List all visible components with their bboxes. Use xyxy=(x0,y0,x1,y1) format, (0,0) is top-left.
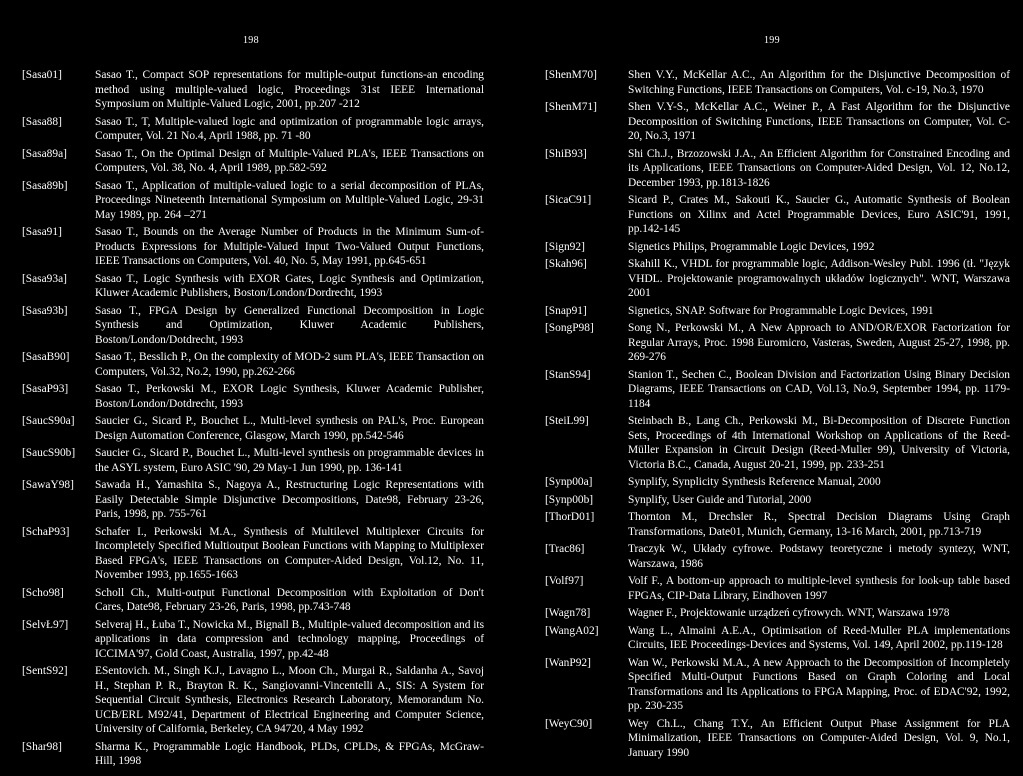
reference-text: Skahill K., VHDL for programmable logic, Addison-Wesley Publ. 1996 (tł. "Język VHDL. Projektowanie programowalnych układów logicznych". WNT, Warszawa 2001 xyxy=(628,258,1010,299)
reference-tag: [Sasa93b] xyxy=(22,304,68,317)
reference-tag: [Sasa89b] xyxy=(22,179,68,192)
reference-entry xyxy=(545,100,1010,144)
reference-entry xyxy=(545,240,1010,255)
reference-text: Wagner F., Projektowanie urządzeń cyfrowych. WNT, Warszawa 1978 xyxy=(628,607,950,619)
reference-entry xyxy=(22,525,484,583)
reference-entry xyxy=(545,493,1010,508)
reference-entry xyxy=(545,414,1010,472)
reference-tag: [WeyC90] xyxy=(545,717,593,730)
reference-tag: [SasaP93] xyxy=(22,383,69,395)
reference-tag: [Sasa91] xyxy=(22,226,62,238)
reference-entry xyxy=(545,606,1010,621)
reference-entry xyxy=(545,656,1010,714)
reference-tag: [Volf97] xyxy=(545,575,584,587)
reference-tag: [Synp00b] xyxy=(545,493,594,506)
reference-text: Traczyk W., Układy cyfrowe. Podstawy teoretyczne i metody syntezy, WNT, Warszawa, 1986 xyxy=(628,543,1010,570)
reference-entry xyxy=(22,478,484,522)
reference-tag: [Synp00a] xyxy=(545,476,593,488)
reference-entry xyxy=(545,321,1010,365)
reference-entry xyxy=(22,350,484,379)
reference-tag: [WangA02] xyxy=(545,624,599,637)
reference-text: Synplify, User Guide and Tutorial, 2000 xyxy=(628,493,812,506)
reference-entry xyxy=(22,586,484,615)
reference-tag: [WanP92] xyxy=(545,656,591,669)
reference-entry xyxy=(545,624,1010,653)
reference-entry xyxy=(22,147,484,176)
reference-text: Sasao T., Logic Synthesis with EXOR Gates, Logic Synthesis and Optimization, Kluwer Academic Publishers, Boston/London/Dordrecht, 1993 xyxy=(95,272,484,299)
reference-tag: [ShiB93] xyxy=(545,147,587,160)
reference-tag: [Scho98] xyxy=(22,586,64,599)
reference-text: Sasao T., T, Multiple-valued logic and optimization of programmable logic arrays, Computer, Vol. 21 No.4, April 1988, pp. 71 -80 xyxy=(95,115,484,142)
reference-text: Sicard P., Crates M., Sakouti K., Saucier G., Automatic Synthesis of Boolean Functions on Xilinx and Actel Programmable Devices, Euro ASIC'91, 1991, pp.142-145 xyxy=(628,194,1010,235)
reference-entry xyxy=(545,510,1010,539)
reference-text: Signetics Philips, Programmable Logic Devices, 1992 xyxy=(628,240,875,253)
reference-entry xyxy=(545,68,1010,97)
reference-entry xyxy=(22,115,484,144)
reference-text: Volf F., A bottom-up approach to multiple-level synthesis for look-up table based FPGAs, CIP-Data Library, Eindhoven 1997 xyxy=(628,575,1010,602)
reference-tag: [SongP98] xyxy=(545,322,594,334)
reference-entry xyxy=(545,542,1010,571)
reference-tag: [ThorD01] xyxy=(545,511,595,523)
reference-tag: [SelvŁ97] xyxy=(22,618,69,631)
reference-text: Scholl Ch., Multi-output Functional Decomposition with Exploitation of Don't Cares, Date98, February 23-26, Paris, 1998, pp.743-748 xyxy=(95,586,484,613)
reference-entry xyxy=(22,414,484,443)
reference-entry xyxy=(22,446,484,475)
reference-tag: [Sasa88] xyxy=(22,115,62,128)
reference-text: Sasao T., Perkowski M., EXOR Logic Synthesis, Kluwer Academic Publisher, Boston/London/Dotdrecht, 1993 xyxy=(95,383,484,410)
reference-entry xyxy=(22,179,484,223)
page-number: 199 xyxy=(764,35,780,46)
reference-tag: [Shar98] xyxy=(22,740,62,753)
reference-tag: [StanS94] xyxy=(545,368,591,381)
reference-text: Schafer I., Perkowski M.A., Synthesis of Multilevel Multiplexer Circuits for Incompletely Specified Multioutput Boolean Functions with Mapping to Multiplexer Based FPGA's, IEEE Transactions on Computer-Aided Design, Vol.12, No. 11, November 1993, pp.1655-1663 xyxy=(95,525,484,581)
reference-text: Steinbach B., Lang Ch., Perkowski M., Bi-Decomposition of Discrete Function Sets, Proceedings of 4th International Workshop on Applications of the Reed-Müller Expansion in Circuit Design (Reed-Muller 99), University of Victoria, Victoria B.C., Canada, August 20-21, 1999, pp. 233-251 xyxy=(628,415,1010,471)
reference-tag: [SaucS90b] xyxy=(22,447,76,459)
reference-tag: [Sasa89a] xyxy=(22,147,67,160)
right-page xyxy=(512,0,1023,776)
reference-tag: [SaucS90a] xyxy=(22,415,75,427)
page-number: 198 xyxy=(243,35,259,46)
reference-tag: [Skah96] xyxy=(545,258,587,270)
reference-text: Wang L., Almaini A.E.A., Optimisation of Reed-Muller PLA implementations Circuits, IEE Proceedings-Devices and Systems, Vol. 149, April 2002, pp.119-128 xyxy=(628,624,1010,651)
reference-text: Sasao T., FPGA Design by Generalized Functional Decomposition in Logic Synthesis and Optimization, Kluwer Academic Publishers, Boston/London/Dotdrecht, 1993 xyxy=(95,304,484,346)
reference-entry xyxy=(22,664,484,737)
reference-text: Shen V.Y-S., McKellar A.C., Weiner P., A Fast Algorithm for the Disjunctive Decomposition of Switching Functions, IEEE Transactions on Computer, Vol. C-20, No.3, 1971 xyxy=(628,101,1010,142)
reference-entry xyxy=(545,193,1010,237)
reference-text: Sharma K., Programmable Logic Handbook, PLDs, CPLDs, & FPGAs, McGraw-Hill, 1998 xyxy=(95,740,484,767)
reference-text: Selveraj H., Łuba T., Nowicka M., Bignall B., Multiple-valued decomposition and its applications in data compression and technology mapping, Proceedings of ICCIMA'97, Gold Coast, Australia, 1997, pp.42-48 xyxy=(95,618,485,660)
reference-entry xyxy=(22,740,484,769)
reference-list xyxy=(545,68,1010,763)
reference-entry xyxy=(545,717,1010,761)
reference-tag: [Sign92] xyxy=(545,240,585,253)
reference-text: Synplify, Synplicity Synthesis Reference Manual, 2000 xyxy=(628,476,881,488)
reference-entry xyxy=(545,257,1010,301)
reference-tag: [SawaY98] xyxy=(22,479,74,491)
reference-entry xyxy=(545,147,1010,191)
reference-tag: [Sasa93a] xyxy=(22,272,67,285)
reference-tag: [Sasa01] xyxy=(22,69,62,81)
reference-entry xyxy=(22,382,484,411)
reference-list xyxy=(22,68,484,772)
reference-text: Sasao T., Compact SOP representations for multiple-output functions-an encoding method using multiple-valued logic, Proceedings 31st IEEE International Symposium on Multiple-Valued Logic, 2001, pp.207 -212 xyxy=(95,69,484,110)
reference-tag: [SicaC91] xyxy=(545,194,592,206)
reference-tag: [SasaB90] xyxy=(22,351,70,363)
reference-text: Sasao T., On the Optimal Design of Multiple-Valued PLA's, IEEE Transactions on Computers, Vol. 38, No. 4, April 1989, pp.582-592 xyxy=(95,147,484,174)
reference-tag: [Trac86] xyxy=(545,543,585,555)
reference-text: Thornton M., Drechsler R., Spectral Decision Diagrams Using Graph Transformations, Date01, Munich, Germany, 13-16 March, 2001, pp.713-719 xyxy=(628,511,1010,538)
reference-entry xyxy=(545,475,1010,490)
reference-tag: [ShenM71] xyxy=(545,101,597,113)
reference-text: Sawada H., Yamashita S., Nagoya A., Restructuring Logic Representations with Easily Detectable Simple Disjunctive Decompositions, Date98, February 23-26, Paris, 1998, pp. 755-761 xyxy=(95,479,484,520)
reference-entry xyxy=(545,368,1010,412)
reference-entry xyxy=(22,225,484,269)
reference-text: ESentovich. M., Singh K.J., Lavagno L., Moon Ch., Murgai R., Saldanha A., Savoj H., Stephan P. R., Brayton R. K., Sangiovanni-Vincentelli A., SIS: A System for Sequential Circuit Synthesis, Electronics Research Laboratory, Memorandum No. UCB/ERL M92/41, Department of Electrical Engineering and Computer Science, University of California, Berkeley, CA 94720, 4 May 1992 xyxy=(95,665,484,735)
reference-text: Sasao T., Besslich P., On the complexity of MOD-2 sum PLA's, IEEE Transaction on Computers, Vol.32, No.2, 1990, pp.262-266 xyxy=(95,351,484,378)
reference-text: Saucier G., Sicard P., Bouchet L., Multi-level synthesis on PAL's, Proc. European Design Automation Conference, Glasgow, March 1990, pp.542-546 xyxy=(95,415,484,442)
reference-text: Song N., Perkowski M., A New Approach to AND/OR/EXOR Factorization for Regular Arrays, Proc. 1998 Euromicro, Vasteras, Sweden, August 25-27, 1998, pp. 269-276 xyxy=(628,322,1010,363)
reference-tag: [ShenM70] xyxy=(545,69,597,81)
reference-tag: [SteiL99] xyxy=(545,415,589,427)
reference-text: Signetics, SNAP. Software for Programmable Logic Devices, 1991 xyxy=(628,304,934,317)
reference-entry xyxy=(22,618,484,662)
reference-entry xyxy=(22,68,484,112)
reference-text: Wey Ch.L., Chang T.Y., An Efficient Output Phase Assignment for PLA Minimalization, IEEE Transactions on Computer-Aided Design, Vol. 9, No.1, January 1990 xyxy=(628,717,1010,759)
reference-entry xyxy=(545,304,1010,319)
reference-tag: [SentS92] xyxy=(22,665,68,677)
reference-tag: [SchaP93] xyxy=(22,525,70,538)
reference-text: Saucier G., Sicard P., Bouchet L., Multi-level synthesis on programmable devices in the ASYL system, Euro ASIC '90, 29 May-1 Jun 1990, pp. 136-141 xyxy=(95,447,484,474)
reference-tag: [Snap91] xyxy=(545,304,587,317)
reference-text: Stanion T., Sechen C., Boolean Division and Factorization Using Binary Decision Diagrams, IEEE Transactions on CAD, Vol.13, No.9, September 1994, pp. 1179-1184 xyxy=(628,368,1010,410)
reference-entry xyxy=(545,574,1010,603)
reference-entry xyxy=(22,272,484,301)
reference-tag: [Wagn78] xyxy=(545,607,591,619)
reference-text: Shi Ch.J., Brzozowski J.A., An Efficient Algorithm for Constrained Encoding and its Applications, IEEE Transactions on Computer-Aided Design, Vol. 12, No.12, December 1993, pp.1813-1826 xyxy=(628,147,1010,189)
reference-text: Sasao T., Bounds on the Average Number of Products in the Minimum Sum-of-Products Expressions for Multiple-Valued Input Two-Valued Output Functions, IEEE Transactions on Computers, Vol. 40, No. 5, May 1991, pp.645-651 xyxy=(95,226,484,267)
reference-text: Sasao T., Application of multiple-valued logic to a serial decomposition of PLAs, Proceedings Nineteenth International Symposium on Multiple-Valued Logic, 29-31 May 1989, pp. 264 –271 xyxy=(95,179,484,221)
reference-text: Wan W., Perkowski M.A., A new Approach to the Decomposition of Incompletely Specified Multi-Output Functions Based on Graph Coloring and Local Transformations and Its Applications to FPGA Mapping, Proc. of EDAC'92, 1992, pp. 230-235 xyxy=(628,656,1010,712)
reference-text: Shen V.Y., McKellar A.C., An Algorithm for the Disjunctive Decomposition of Switching Functions, IEEE Transactions on Computers, Vol. c-19, No.3, 1970 xyxy=(628,69,1010,96)
reference-entry xyxy=(22,304,484,348)
